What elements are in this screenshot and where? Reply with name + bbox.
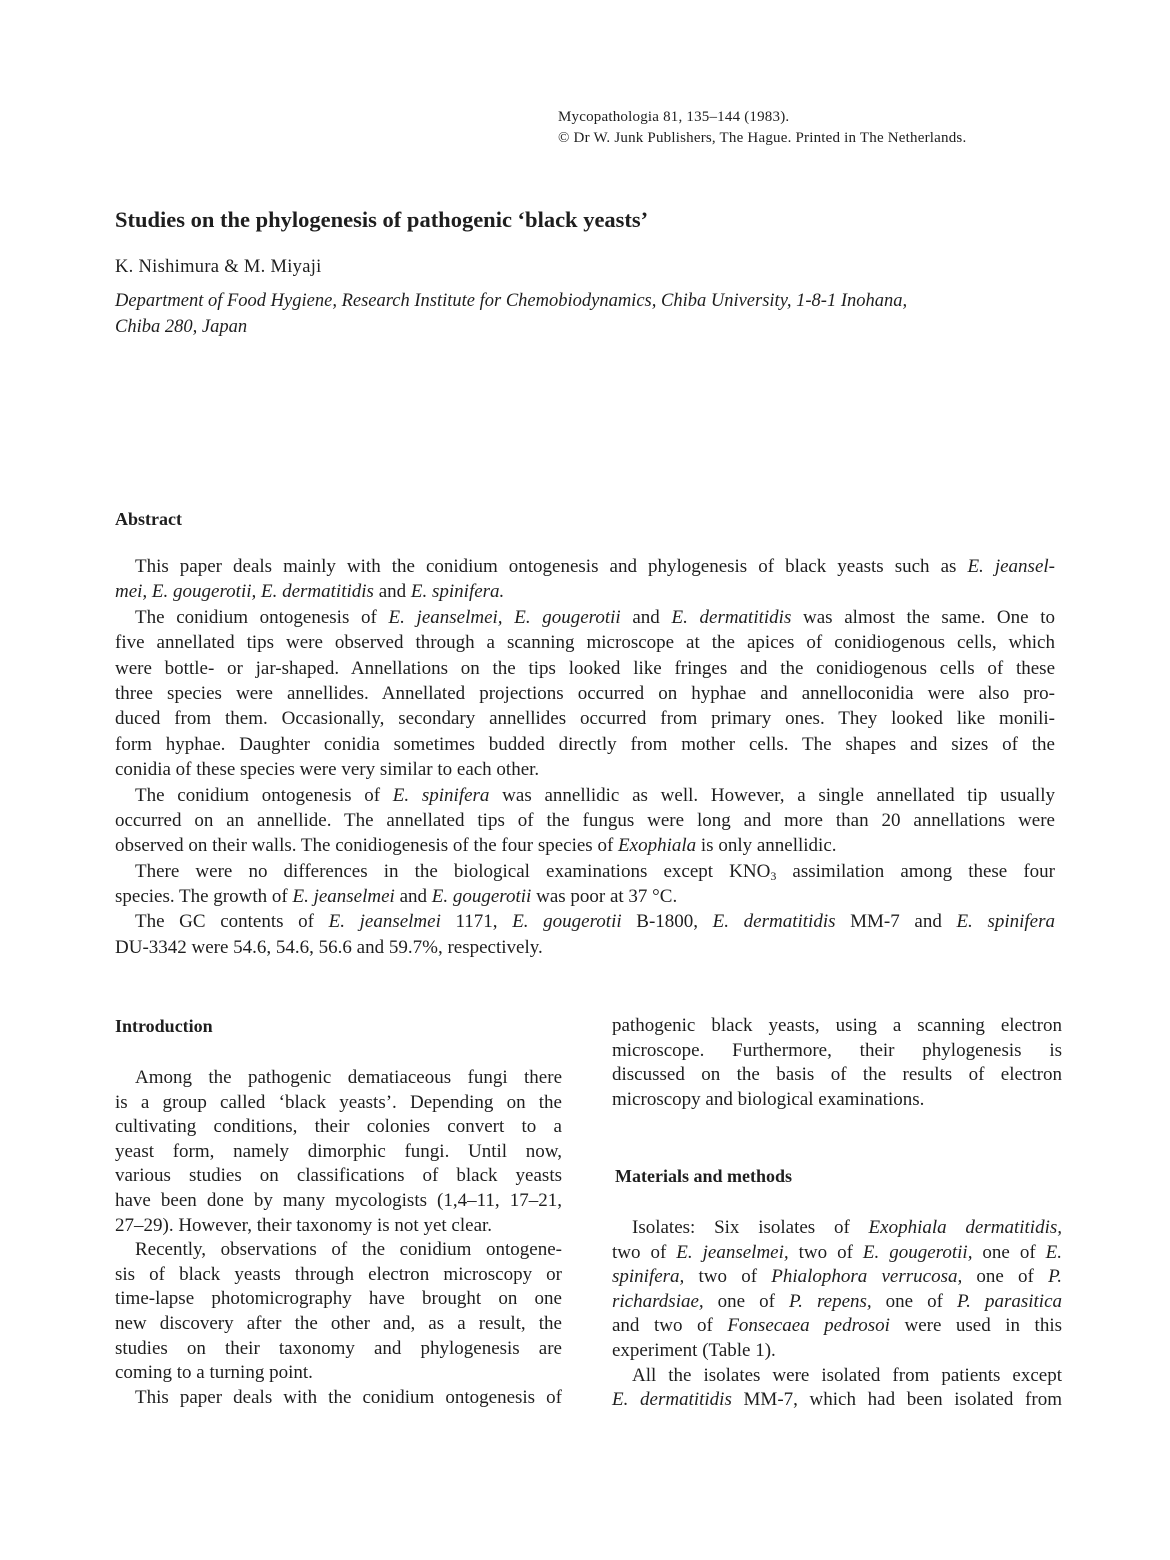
text: is a group called ‘black yeasts’. Depending on the bbox=[115, 1091, 562, 1113]
text-line bbox=[115, 1214, 562, 1239]
text-line bbox=[115, 783, 1055, 808]
text: experiment (Table 1). bbox=[612, 1339, 776, 1361]
abstract-heading: Abstract bbox=[115, 509, 182, 529]
italic-text: E. spinifera bbox=[956, 911, 1056, 933]
paragraph bbox=[115, 605, 1055, 783]
authors: K. Nishimura & M. Miyaji bbox=[115, 257, 322, 277]
text: cultivating conditions, their colonies convert to a bbox=[115, 1116, 562, 1138]
italic-text: E. jeanselmei, bbox=[676, 1241, 789, 1263]
subscript: 3 bbox=[770, 868, 777, 883]
text-line bbox=[115, 706, 1055, 731]
paragraph bbox=[115, 1066, 562, 1238]
paragraph bbox=[115, 1386, 562, 1411]
journal-header bbox=[558, 107, 966, 149]
paragraph bbox=[612, 1014, 1062, 1112]
text: were bottle- or jar-shaped. Annellations on the tips looked like fringes and the conidiogenous cells of these bbox=[115, 657, 1055, 679]
text: The conidium ontogenesis of bbox=[135, 606, 389, 628]
text: and two of bbox=[612, 1315, 728, 1337]
italic-text: E. jeanselmei bbox=[292, 886, 395, 908]
text: one of bbox=[962, 1266, 1049, 1288]
text-line bbox=[115, 833, 1055, 858]
text-line bbox=[115, 1337, 562, 1362]
text-line bbox=[115, 732, 1055, 757]
italic-text: E. dermatitidis bbox=[712, 911, 836, 933]
text-line bbox=[115, 579, 1055, 604]
text-line bbox=[115, 1238, 562, 1263]
text-line bbox=[612, 1039, 1062, 1064]
abstract-body bbox=[115, 554, 1055, 960]
introduction-heading: Introduction bbox=[115, 1016, 213, 1036]
affiliation-line: Department of Food Hygiene, Research Institute for Chemobiodynamics, Chiba University, 1-8-1 Inohana, bbox=[115, 291, 908, 311]
text-line bbox=[115, 554, 1055, 579]
text: new discovery after the other and, as a result, the bbox=[115, 1312, 562, 1334]
text-line bbox=[612, 1364, 1062, 1389]
text-line bbox=[115, 935, 1055, 960]
italic-text: E. jeanselmei, E. gougerotii bbox=[388, 606, 621, 628]
text: were used in this bbox=[889, 1315, 1062, 1337]
text: various studies on classifications of black yeasts bbox=[115, 1165, 562, 1187]
text: The conidium ontogenesis of bbox=[135, 784, 393, 806]
text: There were no differences in the biological examinations except KNO bbox=[135, 860, 771, 882]
text-line bbox=[115, 630, 1055, 655]
text-line bbox=[115, 681, 1055, 706]
text-line bbox=[612, 1388, 1062, 1413]
text-line bbox=[115, 1361, 562, 1386]
text: 1171, bbox=[440, 911, 513, 933]
publisher-line: © Dr W. Junk Publishers, The Hague. Printed in The Netherlands. bbox=[558, 130, 967, 146]
text: All the isolates were isolated from patients except bbox=[632, 1364, 1062, 1386]
text: and bbox=[394, 886, 432, 908]
text: two of bbox=[788, 1241, 863, 1263]
text: assimilation among these four bbox=[776, 860, 1056, 882]
italic-text: E. spinifera bbox=[392, 784, 490, 806]
text-line bbox=[115, 1287, 562, 1312]
italic-text: P. repens, bbox=[789, 1290, 872, 1312]
paragraph bbox=[115, 1238, 562, 1386]
text-line bbox=[612, 1063, 1062, 1088]
text: microscope. Furthermore, their phylogenesis is bbox=[612, 1039, 1062, 1061]
text: coming to a turning point. bbox=[115, 1362, 313, 1384]
text-line bbox=[115, 757, 1055, 782]
text-line bbox=[612, 1339, 1062, 1364]
text: pathogenic black yeasts, using a scanning electron bbox=[612, 1015, 1062, 1036]
text: three species were annellides. Annellated projections occurred on hyphae and annelloconidia were also pro- bbox=[115, 682, 1055, 704]
italic-text: E. gougerotii bbox=[512, 911, 622, 933]
italic-text: E. spinifera. bbox=[410, 581, 505, 603]
italic-text: Exophiala bbox=[618, 835, 697, 857]
text-line bbox=[115, 808, 1055, 833]
text: species. The growth of bbox=[115, 886, 293, 908]
italic-text: E. dermatitidis bbox=[612, 1389, 732, 1411]
text-line bbox=[115, 1386, 562, 1411]
italic-text: P. parasitica bbox=[957, 1290, 1063, 1312]
text: discussed on the basis of the results of electron bbox=[612, 1064, 1062, 1086]
text: This paper deals mainly with the conidium ontogenesis and phylogenesis of black yeasts such as bbox=[135, 556, 968, 577]
text: yeast form, namely dimorphic fungi. Until now, bbox=[115, 1140, 562, 1162]
text-line bbox=[612, 1014, 1062, 1039]
affiliation bbox=[115, 288, 1065, 340]
text: one of bbox=[972, 1241, 1046, 1263]
text-line bbox=[115, 884, 1055, 909]
text: This paper deals with the conidium ontogenesis of bbox=[135, 1386, 562, 1408]
italic-text: Fonsecaea pedrosoi bbox=[727, 1315, 890, 1337]
italic-text: P. bbox=[1048, 1266, 1063, 1288]
text-line bbox=[612, 1290, 1062, 1315]
text-line bbox=[115, 909, 1055, 934]
italic-text: Phialophora verrucosa, bbox=[771, 1266, 963, 1288]
materials-heading: Materials and methods bbox=[615, 1166, 792, 1186]
materials-body bbox=[612, 1216, 1062, 1413]
text-line bbox=[115, 1164, 562, 1189]
text: and bbox=[620, 606, 672, 628]
text: studies on their taxonomy and phylogenesis are bbox=[115, 1337, 562, 1359]
text: is only annellidic. bbox=[696, 835, 837, 857]
text: Isolates: Six isolates of bbox=[632, 1217, 869, 1238]
text: Among the pathogenic dematiaceous fungi there bbox=[135, 1067, 562, 1088]
paragraph bbox=[612, 1364, 1062, 1413]
text: observed on their walls. The conidiogenesis of the four species of bbox=[115, 835, 619, 857]
italic-text: E. gougerotii bbox=[431, 886, 532, 908]
paper-title: Studies on the phylogenesis of pathogenic ‘black yeasts’ bbox=[115, 207, 649, 232]
text: MM-7, which had been isolated from bbox=[731, 1389, 1062, 1411]
text: have been done by many mycologists (1,4–11, 17–21, bbox=[115, 1189, 562, 1211]
italic-text: spinifera, bbox=[612, 1266, 685, 1288]
journal-citation: Mycopathologia 81, 135–144 (1983). bbox=[558, 109, 790, 125]
text: sis of black yeasts through electron microscopy or bbox=[115, 1263, 562, 1285]
text-line bbox=[115, 1140, 562, 1165]
text-line bbox=[115, 656, 1055, 681]
text: was poor at 37 °C. bbox=[531, 886, 678, 908]
text: MM-7 and bbox=[835, 911, 957, 933]
text-line bbox=[612, 1216, 1062, 1241]
text: was annellidic as well. However, a single annellated tip usually bbox=[489, 784, 1055, 806]
text: B-1800, bbox=[621, 911, 713, 933]
italic-text: E. jeanselmei bbox=[328, 911, 441, 933]
introduction-body bbox=[115, 1066, 562, 1410]
paragraph bbox=[115, 859, 1055, 910]
paragraph bbox=[115, 783, 1055, 859]
text: one of bbox=[703, 1290, 790, 1312]
text: one of bbox=[871, 1290, 958, 1312]
text: five annellated tips were observed through a scanning microscope at the apices of conidiogenous cells, which bbox=[115, 632, 1055, 654]
text-line bbox=[115, 1263, 562, 1288]
italic-text: mei, E. gougerotii, E. dermatitidis bbox=[115, 581, 374, 603]
text: The GC contents of bbox=[135, 911, 329, 933]
text-line bbox=[115, 1189, 562, 1214]
introduction-continuation bbox=[612, 1014, 1062, 1112]
text: duced from them. Occasionally, secondary annellides occurred from primary ones. They looked like monili- bbox=[115, 708, 1055, 730]
italic-text: Exophiala dermatitidis, bbox=[868, 1217, 1062, 1238]
text-line bbox=[115, 859, 1055, 884]
italic-text: E. bbox=[1045, 1241, 1063, 1263]
affiliation-line: Chiba 280, Japan bbox=[115, 317, 248, 337]
text-line bbox=[115, 605, 1055, 630]
italic-text: E. gougerotii, bbox=[862, 1241, 973, 1263]
text-line bbox=[612, 1241, 1062, 1266]
text-line bbox=[115, 1115, 562, 1140]
text: was almost the same. One to bbox=[791, 606, 1055, 628]
text: time-lapse photomicrography have brought on one bbox=[115, 1288, 562, 1310]
text-line bbox=[612, 1314, 1062, 1339]
italic-text: E. jeansel- bbox=[967, 556, 1055, 577]
text: 27–29). However, their taxonomy is not yet clear. bbox=[115, 1214, 493, 1236]
italic-text: richardsiae, bbox=[612, 1290, 704, 1312]
text-line bbox=[612, 1088, 1062, 1113]
text: two of bbox=[612, 1241, 677, 1263]
text-line bbox=[115, 1066, 562, 1091]
text: occurred on an annellide. The annellated tips of the fungus were long and more than 20 annellations were bbox=[115, 809, 1055, 831]
text: and bbox=[373, 581, 411, 603]
text: form hyphae. Daughter conidia sometimes budded directly from mother cells. The shapes and sizes of the bbox=[115, 733, 1055, 755]
italic-text: E. dermatitidis bbox=[671, 606, 792, 628]
text: two of bbox=[684, 1266, 772, 1288]
text: microscopy and biological examinations. bbox=[612, 1088, 925, 1110]
paragraph bbox=[115, 909, 1055, 960]
text-line bbox=[612, 1265, 1062, 1290]
text-line bbox=[115, 1091, 562, 1116]
paragraph bbox=[115, 554, 1055, 605]
text: conidia of these species were very similar to each other. bbox=[115, 759, 540, 781]
text-line bbox=[115, 1312, 562, 1337]
text: DU-3342 were 54.6, 54.6, 56.6 and 59.7%, respectively. bbox=[115, 936, 543, 958]
paragraph bbox=[612, 1216, 1062, 1364]
text: Recently, observations of the conidium ontogene- bbox=[135, 1239, 562, 1261]
